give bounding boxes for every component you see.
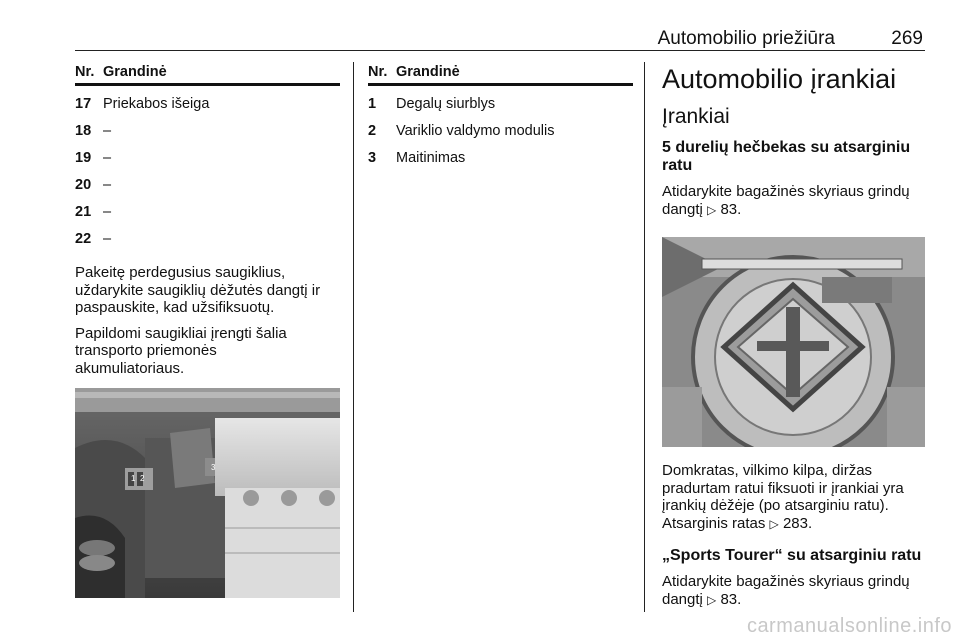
row-text: Priekabos išeiga (103, 95, 210, 112)
col-nr-header: Nr. (368, 64, 388, 80)
page-ref[interactable]: 83. (720, 200, 742, 218)
ref-arrow-icon: ▷ (769, 516, 779, 531)
paragraph-open-floor-2 (662, 573, 930, 609)
table-row (75, 117, 340, 144)
hatchback-heading: 5 durelių hečbekas su atsarginiu ratu (662, 139, 911, 174)
row-text: – (103, 149, 112, 166)
row-nr: 21 (75, 203, 92, 220)
row-nr: 18 (75, 122, 92, 139)
table-row (368, 117, 633, 144)
table-row (75, 171, 340, 198)
row-nr: 3 (368, 149, 377, 166)
page-ref[interactable]: 283. (782, 514, 813, 532)
fuse-label-3: 3 (211, 463, 216, 472)
table-row (368, 144, 633, 171)
paragraph-tools (662, 462, 930, 533)
row-text: Maitinimas (396, 149, 466, 166)
fuse-table-header-2 (368, 64, 633, 86)
left-column (75, 64, 340, 377)
col-circuit-header: Grandinė (103, 64, 167, 80)
page-ref[interactable]: 83. (720, 590, 742, 608)
ref-arrow-icon: ▷ (707, 592, 717, 607)
paragraph-open-floor (662, 183, 930, 219)
tools-line-1: Domkratas, vilkimo kilpa, diržas (662, 462, 873, 479)
row-text: – (103, 176, 112, 193)
row-nr: 19 (75, 149, 92, 166)
fuse-label-1: 1 (131, 474, 136, 483)
row-text: Variklio valdymo modulis (396, 122, 555, 139)
row-text: Degalų siurblys (396, 95, 496, 112)
table-row (75, 198, 340, 225)
tools-line-2: pradurtam ratui fiksuoti ir įrankiai yra (662, 479, 904, 497)
page-header (75, 26, 925, 51)
table-row (75, 144, 340, 171)
ref-arrow-icon: ▷ (707, 202, 717, 217)
subsection-title: Įrankiai (662, 105, 730, 128)
row-text: – (103, 203, 112, 220)
spare-wheel-tools-image (662, 237, 925, 447)
sports-tourer-heading: „Sports Tourer“ su atsarginiu ratu (662, 547, 922, 564)
table-row (75, 90, 340, 117)
row-text: – (103, 122, 112, 139)
battery-fuse-image (75, 388, 340, 598)
row-nr: 20 (75, 176, 92, 193)
fuse-table-header (75, 64, 340, 86)
tools-line-3: įrankių dėžėje (po atsarginiu ratu). (662, 497, 889, 514)
fuse-label-2: 2 (140, 474, 145, 483)
row-nr: 22 (75, 230, 92, 247)
col-nr-header: Nr. (75, 64, 95, 80)
watermark: carmanualsonline.info (746, 615, 952, 637)
middle-column (368, 64, 633, 171)
column-divider-1 (353, 62, 354, 612)
table-row (368, 90, 633, 117)
paragraph-text: Atidarykite bagažinės skyriaus grindų dangtį (662, 183, 910, 218)
right-column-lower (662, 462, 930, 609)
row-nr: 17 (75, 95, 92, 112)
table-row (75, 225, 340, 252)
paragraph-extra-fuses: Papildomi saugikliai įrengti šalia transporto priemonės akumuliatoriaus. (75, 324, 287, 377)
row-nr: 2 (368, 122, 377, 139)
right-column (662, 64, 930, 219)
col-circuit-header: Grandinė (396, 64, 460, 80)
paragraph-text: Atidarykite bagažinės skyriaus grindų dangtį (662, 573, 910, 608)
row-text: – (103, 230, 112, 247)
spare-wheel-ref-text: Atsarginis ratas (662, 514, 766, 532)
row-nr: 1 (368, 95, 377, 112)
paragraph-fuse-replace: Pakeitę perdegusius saugiklius, uždarykite saugiklių dėžutės dangtį ir paspauskite, kad užsifiksuotų. (75, 264, 321, 316)
column-divider-2 (644, 62, 645, 612)
section-title: Automobilio įrankiai (662, 64, 897, 94)
page-number: 269 (891, 28, 923, 49)
header-title: Automobilio priežiūra (657, 28, 835, 49)
